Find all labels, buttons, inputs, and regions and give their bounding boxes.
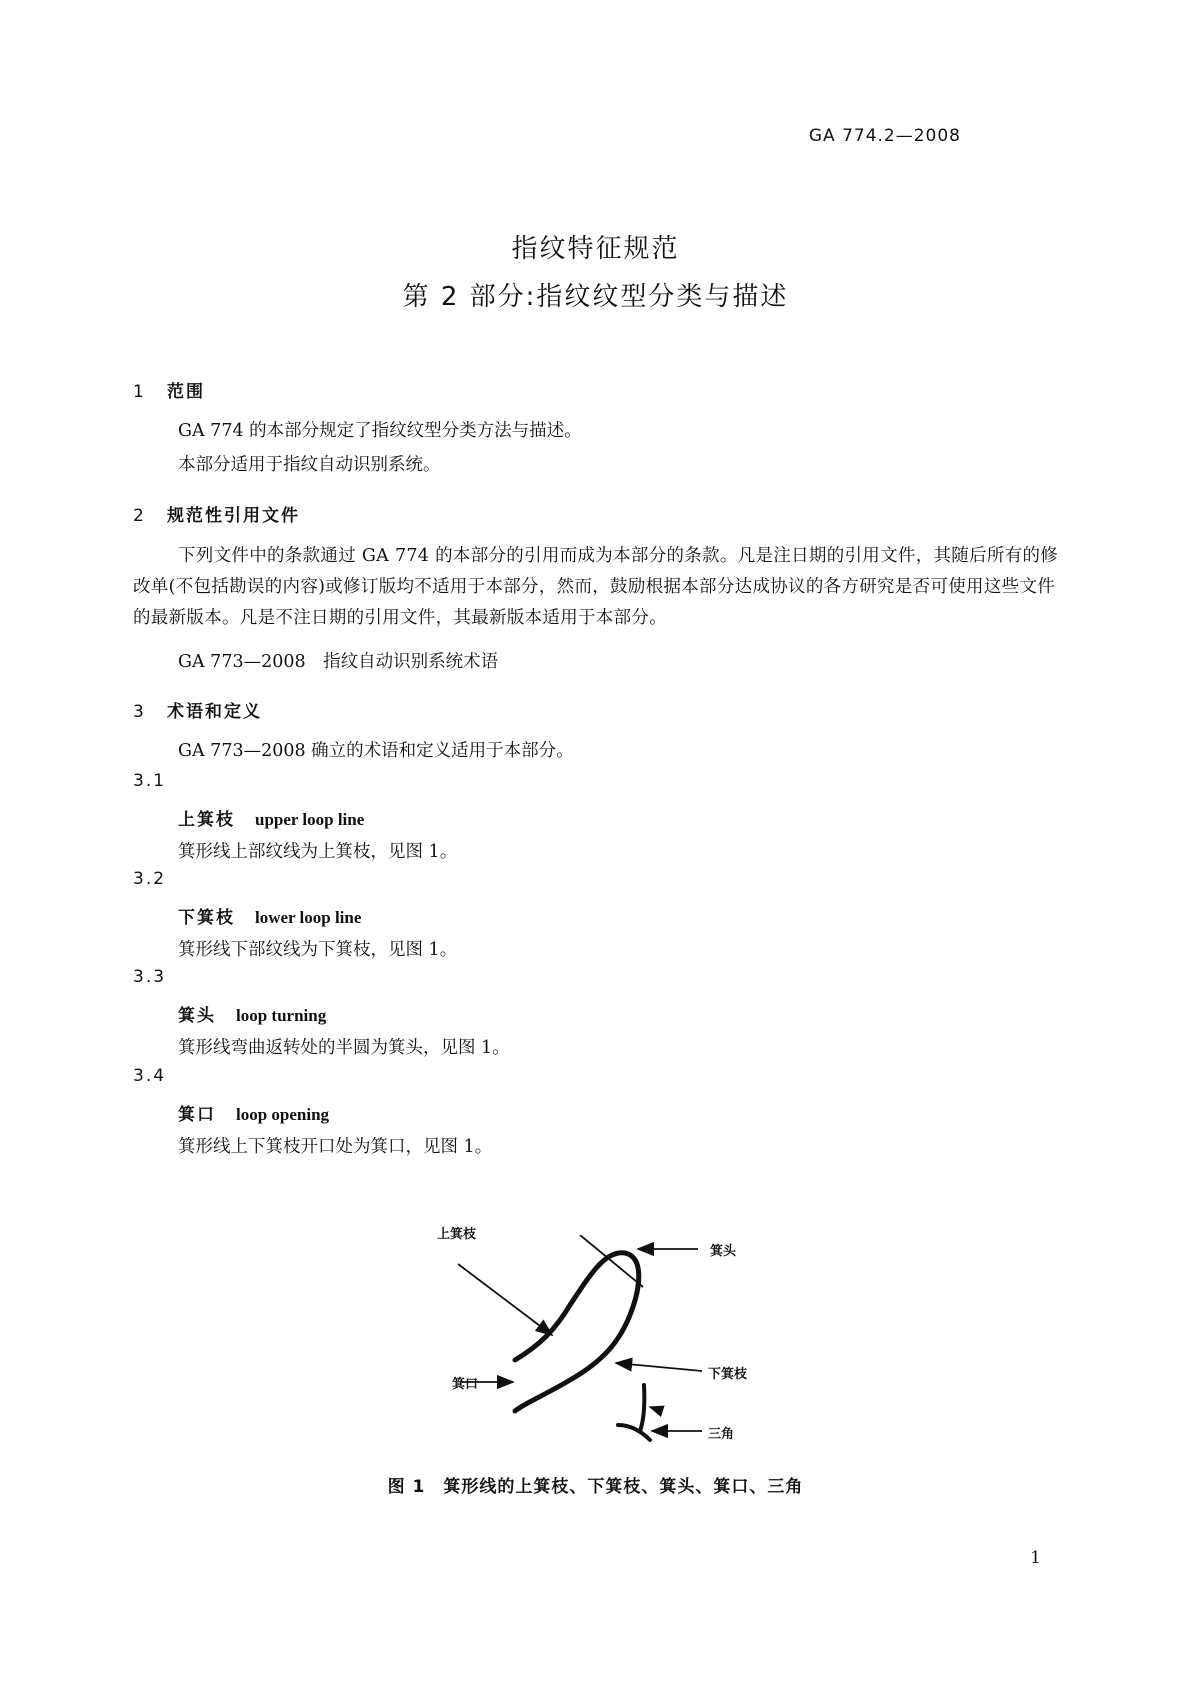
term-definition: 箕形线下部纹线为下箕枝，见图 1。	[178, 940, 458, 960]
term-number: 3.3	[133, 967, 167, 987]
section-number: 2	[133, 506, 146, 526]
pointer-lower-loop-line	[616, 1363, 702, 1371]
pointer-delta-small	[650, 1407, 662, 1411]
section-title: 术语和定义	[167, 702, 262, 722]
term-definition: 箕形线上部纹线为上箕枝，见图 1。	[178, 842, 458, 862]
term-number: 3.2	[133, 869, 167, 889]
term-english: loop turning	[236, 1006, 327, 1025]
term-english: lower loop line	[255, 908, 362, 927]
terms-intro: GA 773—2008 确立的术语和定义适用于本部分。	[178, 741, 574, 761]
page-number: 1	[1030, 1548, 1041, 1568]
section-heading-scope	[133, 377, 205, 402]
term-english: loop opening	[236, 1105, 330, 1124]
references-paragraph: 下列文件中的条款通过 GA 774 的本部分的引用而成为本部分的条款。凡是注日期的引用文件，其随后所有的修改单(不包括勘误的内容)或修订版均不适用于本部分，然而，鼓励根据本部分达成协议的各方研究是否可使用这些文件的最新版本。凡是不注日期的引用文件，其最新版本适用于本部分。	[133, 546, 1059, 628]
section-title: 规范性引用文件	[167, 506, 300, 526]
figure-caption: 图 1 箕形线的上箕枝、下箕枝、箕头、箕口、三角	[387, 1477, 804, 1497]
label-lower-loop-line: 下箕枝	[708, 1367, 748, 1382]
term-entry-upper-loop-line	[178, 805, 364, 830]
label-loop-turning: 箕头	[710, 1244, 737, 1259]
term-chinese: 箕头	[178, 1006, 216, 1026]
delta-ridge-stem	[640, 1385, 644, 1431]
section-title: 范围	[167, 382, 205, 402]
standard-code: GA 774.2—2008	[808, 126, 961, 146]
term-entry-lower-loop-line	[178, 903, 361, 928]
term-number: 3.1	[133, 771, 167, 791]
delta-ridge-left	[618, 1425, 650, 1440]
section-heading-terms	[133, 697, 262, 722]
term-definition: 箕形线上下箕枝开口处为箕口，见图 1。	[178, 1137, 493, 1157]
term-chinese: 箕口	[178, 1105, 216, 1125]
section-number: 3	[133, 702, 146, 722]
document-subtitle: 第 2 部分:指纹纹型分类与描述	[402, 282, 789, 312]
term-definition: 箕形线弯曲返转处的半圆为箕头，见图 1。	[178, 1038, 510, 1058]
scope-paragraph-2: 本部分适用于指纹自动识别系统。	[178, 455, 441, 475]
term-number: 3.4	[133, 1066, 167, 1086]
label-delta: 三角	[708, 1427, 735, 1442]
section-number: 1	[133, 382, 146, 402]
pointer-upper-loop-line	[458, 1264, 552, 1335]
term-chinese: 下箕枝	[178, 908, 235, 928]
scope-paragraph-1: GA 774 的本部分规定了指纹纹型分类方法与描述。	[178, 421, 582, 441]
loop-ridge-upper-and-turning	[515, 1253, 639, 1411]
section-heading-normative-references	[133, 501, 300, 526]
term-chinese: 上箕枝	[178, 810, 235, 830]
reference-item: GA 773—2008 指纹自动识别系统术语	[178, 652, 499, 672]
loop-diagram	[430, 1235, 770, 1450]
term-english: upper loop line	[255, 810, 365, 829]
term-entry-loop-turning	[178, 1001, 326, 1026]
label-upper-loop-line: 上箕枝	[437, 1227, 477, 1242]
label-loop-opening: 箕口	[452, 1377, 479, 1392]
document-title: 指纹特征规范	[511, 234, 680, 264]
term-entry-loop-opening	[178, 1100, 329, 1125]
